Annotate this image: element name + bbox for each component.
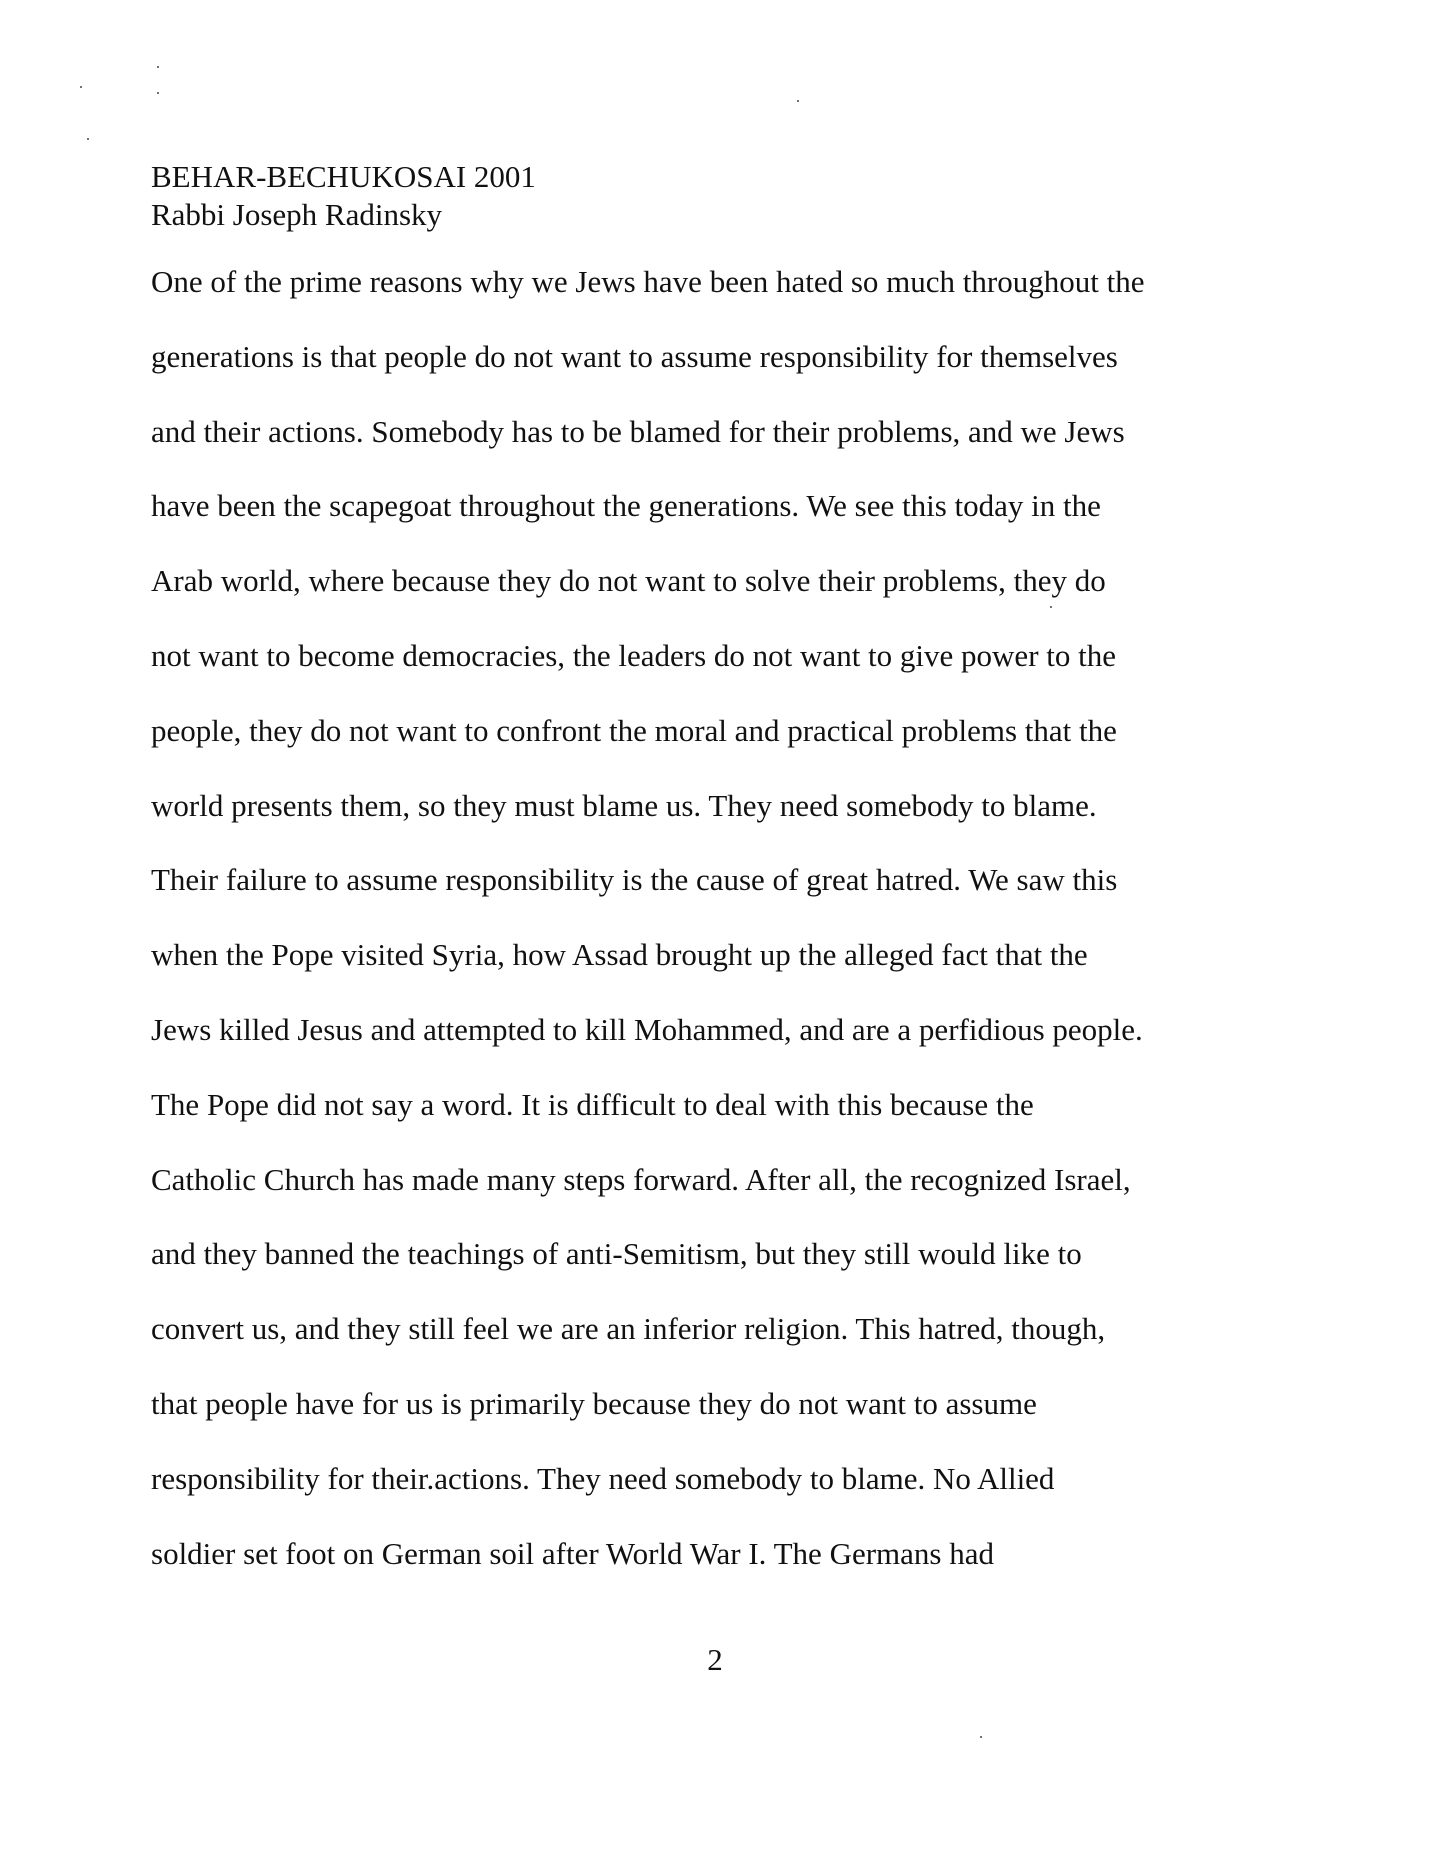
body-line: responsibility for their.actions. They need somebody to blame. No Allied [151, 1460, 1055, 1496]
body-paragraph [151, 258, 1291, 1604]
document-author: Rabbi Joseph Radinsky [151, 197, 443, 232]
body-line: have been the scapegoat throughout the generations. We see this today in the [151, 488, 1101, 524]
body-line: The Pope did not say a word. It is difficult to deal with this because the [151, 1086, 1034, 1122]
body-line: Jews killed Jesus and attempted to kill Mohammed, and are a perfidious people. [151, 1011, 1143, 1047]
scan-speck [87, 138, 89, 140]
body-line: soldier set foot on German soil after World War I. The Germans had [151, 1535, 994, 1571]
body-line: that people have for us is primarily because they do not want to assume [151, 1385, 1037, 1421]
document-header [151, 158, 536, 234]
scan-speck [157, 66, 159, 68]
body-line: One of the prime reasons why we Jews have been hated so much throughout the [151, 264, 1145, 299]
body-line: convert us, and they still feel we are an inferior religion. This hatred, though, [151, 1311, 1106, 1347]
body-line: generations is that people do not want to assume responsibility for themselves [151, 338, 1118, 374]
page-number: 2 [707, 1642, 723, 1677]
document-title: BEHAR-BECHUKOSAI 2001 [151, 159, 536, 194]
body-line: and they banned the teachings of anti-Semitism, but they still would like to [151, 1236, 1082, 1272]
body-line: when the Pope visited Syria, how Assad brought up the alleged fact that the [151, 937, 1088, 973]
scan-speck [157, 92, 159, 94]
scan-speck [80, 86, 82, 88]
scan-speck [797, 100, 799, 102]
body-line: not want to become democracies, the leaders do not want to give power to the [151, 637, 1116, 673]
body-line: people, they do not want to confront the moral and practical problems that the [151, 712, 1117, 748]
body-line: world presents them, so they must blame us. They need somebody to blame. [151, 787, 1097, 823]
scan-speck [980, 1736, 982, 1738]
body-line: Their failure to assume responsibility is the cause of great hatred. We saw this [151, 862, 1118, 898]
body-line: Catholic Church has made many steps forward. After all, the recognized Israel, [151, 1161, 1131, 1197]
body-line: and their actions. Somebody has to be blamed for their problems, and we Jews [151, 413, 1125, 449]
body-line: Arab world, where because they do not want to solve their problems, they do [151, 563, 1106, 599]
